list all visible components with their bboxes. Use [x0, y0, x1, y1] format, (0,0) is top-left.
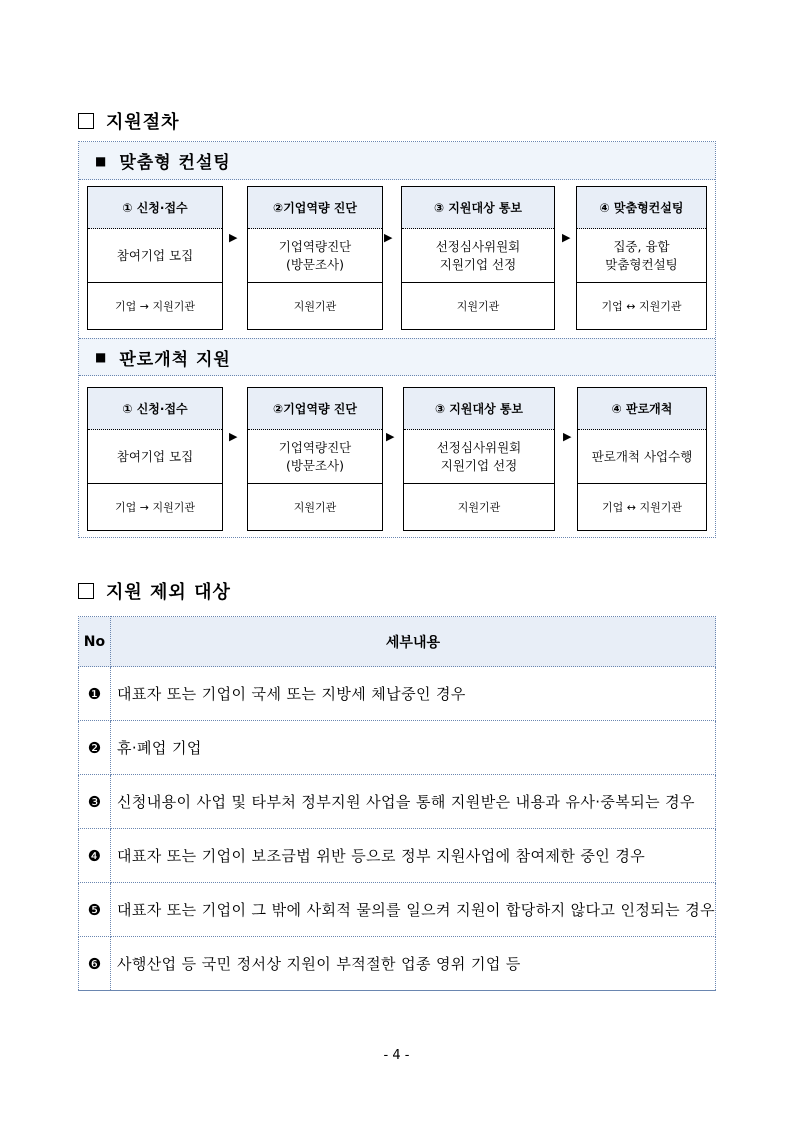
step-body: 선정심사위원회 지원기업 선정 [404, 430, 554, 484]
arrow-right-icon: ▶ [229, 430, 238, 443]
exclusion-table [78, 616, 716, 991]
step-org: 기업 ↔ 지원기관 [602, 501, 682, 514]
step-title: ③ 지원대상 통보 [404, 388, 554, 430]
step-org: 기업 → 지원기관 [115, 501, 195, 514]
row-text: 휴·폐업 기업 [110, 721, 715, 775]
table-row [79, 883, 716, 937]
step-card [87, 387, 223, 531]
row-text: 사행산업 등 국민 정서상 지원이 부적절한 업종 영위 기업 등 [110, 937, 715, 991]
table-row [79, 775, 716, 829]
checkbox-square-icon [78, 113, 94, 129]
arrow-right-icon: ▶ [229, 231, 238, 244]
step-title: ① 신청·접수 [88, 388, 222, 430]
step-title: ②기업역량 진단 [248, 388, 382, 430]
checkbox-square-icon [78, 583, 94, 599]
step-title: ① 신청·접수 [88, 187, 222, 229]
header-no: No [79, 617, 111, 667]
row-number-icon: ❻ [79, 937, 111, 991]
arrow-right-icon: ▶ [563, 430, 572, 443]
group-heading-consulting [79, 142, 715, 180]
table-row [79, 829, 716, 883]
step-card [576, 186, 707, 330]
step-card [247, 186, 383, 330]
step-title: ④ 판로개척 [578, 388, 706, 430]
table-row [79, 721, 716, 775]
page-number: - 4 - [383, 1048, 410, 1063]
table-row [79, 667, 716, 721]
bullet-square-icon: ■ [95, 350, 108, 364]
section-title: 지원 제외 대상 [106, 582, 231, 603]
step-card [401, 186, 555, 330]
step-body: 선정심사위원회 지원기업 선정 [402, 229, 554, 283]
step-body: 판로개척 사업수행 [578, 430, 706, 484]
step-title: ③ 지원대상 통보 [402, 187, 554, 229]
step-body: 참여기업 모집 [88, 430, 222, 484]
header-content: 세부내용 [110, 617, 715, 667]
section-title: 지원절차 [106, 112, 180, 133]
row-text: 신청내용이 사업 및 타부처 정부지원 사업을 통해 지원받은 내용과 유사·중복되는 경우 [110, 775, 715, 829]
row-text: 대표자 또는 기업이 그 밖에 사회적 물의를 일으켜 지원이 합당하지 않다고 인정되는 경우 [110, 883, 715, 937]
arrow-right-icon: ▶ [386, 430, 395, 443]
step-title: ④ 맞춤형컨설팅 [577, 187, 706, 229]
step-org: 지원기관 [293, 300, 337, 313]
step-body: 참여기업 모집 [88, 229, 222, 283]
step-card [403, 387, 555, 531]
row-number-icon: ❹ [79, 829, 111, 883]
step-card [247, 387, 383, 531]
group-title: 맞춤형 컨설팅 [119, 153, 231, 173]
step-org: 지원기관 [293, 501, 337, 514]
step-org: 지원기관 [457, 501, 501, 514]
step-org: 지원기관 [456, 300, 500, 313]
section-heading-procedure [78, 108, 180, 134]
step-body: 기업역량진단 (방문조사) [248, 229, 382, 283]
step-title: ②기업역량 진단 [248, 187, 382, 229]
bullet-square-icon: ■ [95, 153, 108, 168]
table-header-row [79, 617, 716, 667]
row-number-icon: ❷ [79, 721, 111, 775]
group-title: 판로개척 지원 [119, 349, 231, 370]
table-row [79, 937, 716, 991]
step-org: 기업 ↔ 지원기관 [601, 300, 682, 313]
row-text: 대표자 또는 기업이 국세 또는 지방세 체납중인 경우 [110, 667, 715, 721]
group-heading-market [79, 338, 715, 376]
row-number-icon: ❺ [79, 883, 111, 937]
section-heading-exclusion [78, 578, 231, 604]
step-body: 집중, 융합 맞춤형컨설팅 [577, 229, 706, 283]
step-card [577, 387, 707, 531]
step-card [87, 186, 223, 330]
arrow-right-icon: ▶ [384, 231, 393, 244]
row-text: 대표자 또는 기업이 보조금법 위반 등으로 정부 지원사업에 참여제한 중인 경우 [110, 829, 715, 883]
row-number-icon: ❶ [79, 667, 111, 721]
step-org: 기업 → 지원기관 [115, 300, 195, 313]
arrow-right-icon: ▶ [562, 231, 571, 244]
step-body: 기업역량진단 (방문조사) [248, 430, 382, 484]
row-number-icon: ❸ [79, 775, 111, 829]
